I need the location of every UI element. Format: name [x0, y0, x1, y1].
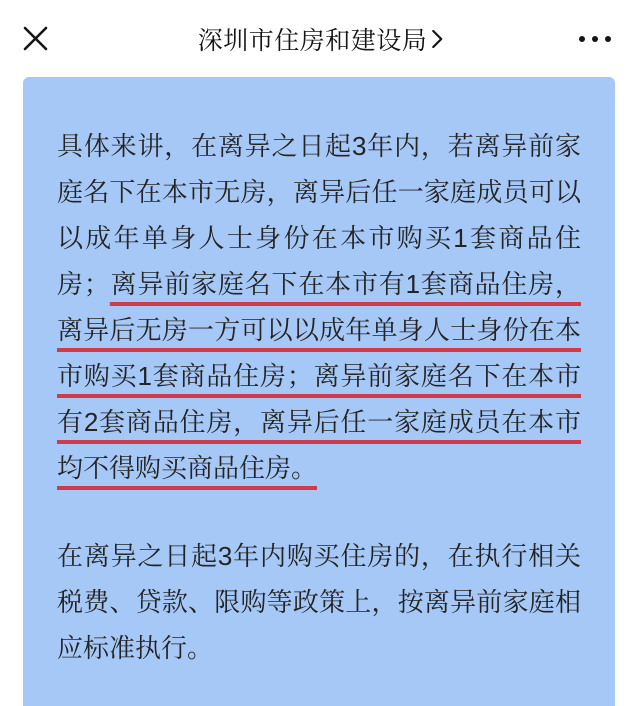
paragraph-1-underlined-text: 离异前家庭名下在本市有1套商品住房，离异后无房一方可以以成年单身人士身份在本市购买1套商品住房；离异前家庭名下在本市有2套商品住房，离异后任一家庭成员在本市均不得购买商品住房。 [57, 269, 581, 483]
policy-paragraph-2: 在离异之日起3年内购买住房的，在执行相关税费、贷款、限购等政策上，按离异前家庭相应标准执行。 [57, 541, 581, 663]
ellipsis-icon [579, 36, 611, 42]
close-icon [22, 25, 49, 52]
paragraph-1-normal-text: 具体来讲，在离异之日起3年内，若离异前家庭名下在本市无房，离异后任一家庭成员可以以成年单身人士身份在本市购买1套商品住房； [57, 131, 581, 299]
more-menu-button[interactable] [571, 24, 619, 54]
account-title-button[interactable] [198, 21, 444, 57]
account-title: 深圳市住房和建设局 [197, 26, 428, 55]
highlight-box [23, 77, 615, 706]
policy-paragraph-1 [57, 123, 581, 491]
close-button[interactable] [18, 22, 52, 56]
chevron-right-icon [431, 29, 443, 49]
wechat-header [0, 0, 641, 77]
